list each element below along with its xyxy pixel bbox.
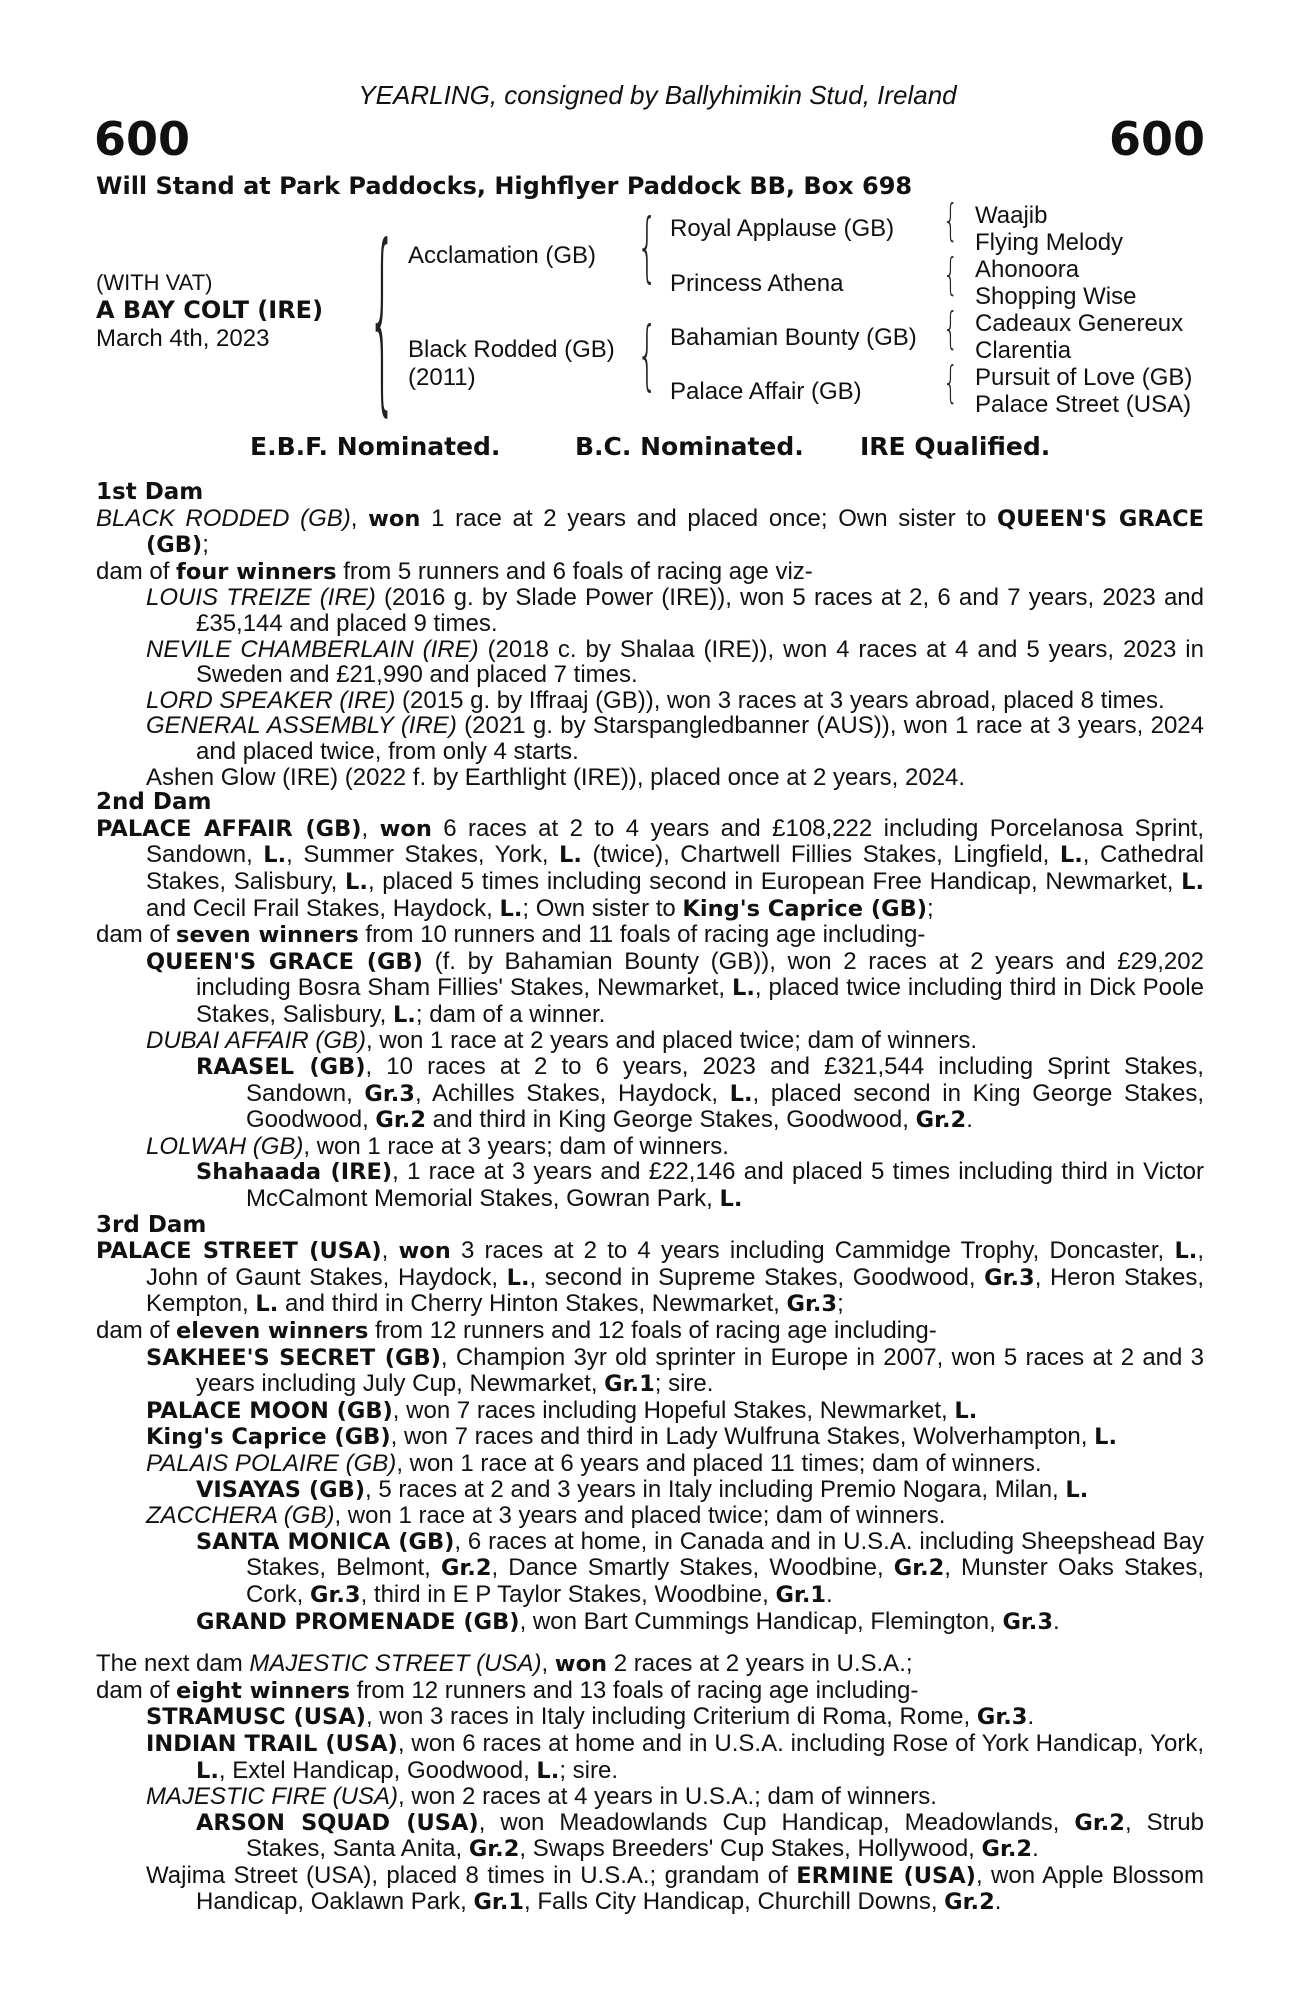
entry-line (96, 1609, 1204, 1636)
bold-text: PALACE MOON (GB) (146, 1397, 393, 1424)
bold-text: won (368, 505, 421, 532)
brace-g3-3: { (943, 304, 959, 355)
text-run: , (381, 1237, 399, 1265)
entry-line (96, 1704, 1204, 1731)
text-run: , won Apple Blossom Handicap, Oaklawn Park, (196, 1861, 1204, 1916)
bold-text: VISAYAS (GB) (196, 1476, 366, 1503)
bold-text: L. (1059, 842, 1083, 869)
entry-line (96, 1863, 1204, 1916)
entry-line (96, 585, 1204, 636)
bold-text: ERMINE (USA) (796, 1862, 976, 1889)
text-run: ; (927, 894, 934, 922)
pedigree-g3-4: Shopping Wise (975, 283, 1137, 310)
text-run: , won 3 races in Italy including Criterium di Roma, Rome, (365, 1703, 977, 1731)
text-run: and third in King George Stakes, Goodwood, (425, 1106, 916, 1134)
section-0 (96, 480, 1204, 790)
italic-text: NEVILE CHAMBERLAIN (IRE) (146, 635, 479, 663)
text-run: . (1027, 1703, 1035, 1731)
bold-text: Gr.2 (915, 1107, 967, 1134)
text-run: . (1053, 1607, 1060, 1635)
bold-text: Gr.2 (468, 1836, 520, 1863)
pedigree-sire-sire: Royal Applause (GB) (670, 215, 895, 242)
section-title: 2nd Dam (96, 789, 212, 816)
italic-text: DUBAI AFFAIR (GB) (146, 1027, 367, 1055)
bold-text: L. (1065, 1476, 1089, 1503)
text-run: ; sire. (559, 1756, 618, 1784)
pedigree-dam-sire: Bahamian Bounty (GB) (670, 324, 917, 351)
brace-g3-1: { (943, 196, 959, 247)
lot-number-right: 600 (1108, 112, 1205, 166)
bold-text: L. (954, 1397, 978, 1424)
text-run: (twice), Chartwell Fillies Stakes, Lingfield, (581, 841, 1060, 869)
text-run: , placed twice including third in Dick Poole Stakes, Salisbury, (196, 974, 1204, 1028)
nomination-ebf: E.B.F. Nominated. (250, 432, 501, 461)
entry-line (96, 922, 1204, 949)
entry-line (96, 1678, 1204, 1705)
bold-text: Gr.1 (473, 1889, 525, 1916)
entry-line (96, 1477, 1204, 1504)
bold-text: L. (559, 842, 582, 869)
text-run: ; (202, 531, 209, 559)
bold-text: QUEEN'S GRACE (GB) (146, 505, 1205, 559)
text-run: , (350, 504, 369, 532)
bold-text: L. (499, 895, 523, 922)
entry-line (96, 713, 1204, 764)
foaling-date: March 4th, 2023 (96, 325, 270, 352)
pedigree-g3-8: Palace Street (USA) (975, 391, 1192, 418)
text-run: , (541, 1650, 555, 1678)
text-run: , won 1 race at 2 years and placed twice; dam of winners. (366, 1027, 977, 1055)
bold-text: Gr.3 (786, 1291, 838, 1318)
entry-line (96, 688, 1204, 714)
entry-line (96, 1238, 1204, 1318)
entry-line (96, 1054, 1204, 1134)
pedigree-g3-6: Clarentia (975, 337, 1072, 364)
text-run: 1 race at 2 years and placed once; Own sister to (420, 504, 998, 532)
bold-text: SAKHEE'S SECRET (GB) (146, 1344, 441, 1371)
bold-text: Gr.1 (775, 1581, 827, 1608)
bold-text: Gr.3 (1002, 1608, 1053, 1635)
pedigree-g3-7: Pursuit of Love (GB) (975, 364, 1193, 391)
bold-text: STRAMUSC (USA) (146, 1704, 366, 1731)
bold-text: L. (1174, 1238, 1198, 1265)
text-run: , Cathedral Stakes, Salisbury, (146, 841, 1205, 895)
text-run: , 10 races at 2 to 6 years, 2023 and £321,544 including Sprint Stakes, Sandown, (246, 1053, 1204, 1107)
text-run: dam of (96, 921, 177, 949)
text-run: Wajima Street (USA), placed 8 times in U.S.A.; grandam of (146, 1861, 797, 1889)
text-run: , 5 races at 2 and 3 years in Italy including Premio Nogara, Milan, (365, 1475, 1066, 1503)
text-run: , John of Gaunt Stakes, Haydock, (146, 1237, 1204, 1291)
italic-text: MAJESTIC STREET (USA) (249, 1650, 542, 1678)
entry-line (96, 1810, 1204, 1863)
text-run: , Champion 3yr old sprinter in Europe in 2007, won 5 races at 2 and 3 years including July Cup, Newmarket, (196, 1343, 1204, 1398)
text-run: . (1032, 1835, 1039, 1863)
vat-note: (WITH VAT) (96, 270, 213, 295)
text-run: (2021 g. by Starspangledbanner (AUS)), won 1 race at 3 years, 2024 and placed twice, from only 4 starts. (196, 712, 1204, 765)
entry-line (96, 1651, 1204, 1678)
text-run: ; (837, 1290, 844, 1318)
bold-text: QUEEN'S GRACE (GB) (146, 948, 423, 975)
bold-text: L. (345, 868, 368, 895)
italic-text: LORD SPEAKER (IRE) (146, 686, 396, 714)
pedigree-sire: Acclamation (GB) (408, 242, 597, 269)
italic-text: MAJESTIC FIRE (USA) (146, 1783, 399, 1811)
text-run: . (826, 1580, 833, 1608)
entry-line (96, 506, 1204, 559)
catalogue-body (96, 480, 1204, 1916)
text-run: , won Meadowlands Cup Handicap, Meadowlands, (478, 1808, 1075, 1836)
italic-text: PALAIS POLAIRE (GB) (146, 1449, 397, 1477)
bold-text: INDIAN TRAIL (USA) (146, 1730, 398, 1757)
italic-text: LOLWAH (GB) (146, 1132, 304, 1160)
bold-text: L. (732, 975, 755, 1002)
text-run: , Munster Oaks Stakes, Cork, (246, 1554, 1205, 1608)
nomination-ire: IRE Qualified. (860, 432, 1051, 461)
pedigree-dam-dam: Palace Affair (GB) (670, 378, 862, 405)
bold-text: Gr.3 (310, 1581, 361, 1608)
text-run: , won 6 races at home and in U.S.A. including Rose of York Handicap, York, (397, 1729, 1204, 1757)
entry-line (96, 949, 1204, 1029)
entry-line (96, 1134, 1204, 1160)
brace-g3-2: { (943, 250, 959, 301)
consignment-line: YEARLING, consigned by Ballyhimikin Stud, Ireland (358, 80, 957, 110)
text-run: , won 1 race at 3 years and placed twice; dam of winners. (334, 1502, 946, 1530)
bold-text: Gr.3 (984, 1264, 1035, 1291)
bold-text: King's Caprice (GB) (682, 895, 928, 922)
entry-line (96, 1318, 1204, 1345)
entry-line (96, 637, 1204, 688)
text-run: (f. by Bahamian Bounty (GB)), won 2 races at 2 years and £29,202 including Bosra Sham Fillies' Stakes, Newmarket, (196, 947, 1204, 1002)
bold-text: Gr.2 (1074, 1809, 1125, 1836)
text-run: . (966, 1106, 973, 1134)
text-run: dam of (96, 557, 177, 585)
bold-text: L. (719, 1186, 743, 1213)
horse-name: A BAY COLT (IRE) (96, 296, 324, 324)
entry-line (96, 1529, 1204, 1609)
text-run: , placed 5 times including second in European Free Handicap, Newmarket, (367, 867, 1182, 895)
bold-text: Gr.2 (440, 1555, 492, 1582)
brace-g3-4: { (943, 358, 959, 409)
entry-line (96, 1398, 1204, 1425)
text-run: , Extel Handicap, Goodwood, (218, 1756, 537, 1784)
brace-main: { (368, 205, 397, 436)
entry-line (96, 559, 1204, 586)
bold-text: Shahaada (IRE) (196, 1159, 393, 1186)
section-1 (96, 790, 1204, 1213)
bold-text: L. (1094, 1424, 1117, 1451)
text-run: and third in Cherry Hinton Stakes, Newmarket, (278, 1290, 787, 1318)
text-run: , third in E P Taylor Stakes, Woodbine, (360, 1580, 776, 1608)
bold-text: PALACE STREET (USA) (96, 1238, 382, 1265)
text-run: , Heron Stakes, Kempton, (146, 1263, 1204, 1318)
entry-line (96, 1503, 1204, 1529)
text-run: , Achilles Stakes, Haydock, (414, 1079, 730, 1107)
bold-text: GRAND PROMENADE (GB) (196, 1608, 520, 1635)
text-run: and Cecil Frail Stakes, Haydock, (146, 894, 500, 922)
pedigree-g3-5: Cadeaux Genereux (975, 310, 1184, 337)
bold-text: won (398, 1238, 451, 1265)
bold-text: Gr.2 (944, 1889, 995, 1916)
bold-text: L. (263, 842, 287, 869)
bold-text: King's Caprice (GB) (146, 1424, 391, 1451)
stand-location: Will Stand at Park Paddocks, Highflyer Paddock BB, Box 698 (96, 172, 913, 200)
bold-text: ARSON SQUAD (USA) (196, 1809, 479, 1836)
text-run: Ashen Glow (IRE) (2022 f. by Earthlight (IRE)), placed once at 2 years, 2024. (146, 763, 966, 791)
text-run: , Summer Stakes, York, (286, 841, 560, 869)
text-run: , Dance Smartly Stakes, Woodbine, (491, 1554, 894, 1582)
bold-text: eight winners (176, 1677, 351, 1704)
text-run: , won 2 races at 4 years in U.S.A.; dam of winners. (398, 1783, 937, 1811)
text-run: , won 1 race at 3 years; dam of winners. (303, 1132, 729, 1160)
pedigree-sire-dam: Princess Athena (670, 270, 844, 297)
entry-line (96, 765, 1204, 791)
text-run: , Swaps Breeders' Cup Stakes, Hollywood, (519, 1835, 982, 1863)
section-title: 1st Dam (96, 479, 204, 505)
bold-text: Gr.3 (364, 1080, 415, 1107)
text-run: , placed second in King George Stakes, Goodwood, (246, 1079, 1204, 1134)
bold-text: SANTA MONICA (GB) (196, 1528, 455, 1555)
bold-text: L. (536, 1757, 560, 1784)
brace-sire: { (637, 204, 658, 292)
pedigree-dam: Black Rodded (GB) (408, 336, 615, 363)
bold-text: seven winners (176, 922, 359, 949)
text-run: The next dam (96, 1650, 250, 1678)
section-gap (96, 1635, 1204, 1651)
text-run: dam of (96, 1676, 177, 1704)
bold-text: Gr.3 (976, 1704, 1028, 1731)
bold-text: won (554, 1651, 608, 1678)
text-run: (2016 g. by Slade Power (IRE)), won 5 races at 2, 6 and 7 years, 2023 and £35,144 and placed 9 times. (196, 584, 1204, 637)
entry-line (96, 816, 1204, 922)
bold-text: PALACE AFFAIR (GB) (96, 815, 362, 842)
bold-text: won (379, 815, 432, 842)
text-run: , won 1 race at 6 years and placed 11 times; dam of winners. (396, 1449, 1042, 1477)
text-run: from 12 runners and 13 foals of racing age including- (350, 1676, 919, 1704)
entry-line (96, 1159, 1204, 1212)
pedigree-dam-year: (2011) (408, 364, 476, 391)
text-run: , won 7 races and third in Lady Wulfruna Stakes, Wolverhampton, (390, 1423, 1095, 1451)
text-run: , Strub Stakes, Santa Anita, (246, 1808, 1204, 1863)
bold-text: eleven winners (176, 1318, 369, 1344)
brace-dam: { (637, 312, 658, 400)
text-run: ; dam of a winner. (415, 1000, 606, 1028)
entry-line (96, 1345, 1204, 1398)
section-3 (96, 1635, 1204, 1916)
bold-text: L. (1181, 868, 1204, 895)
bold-text: L. (392, 1001, 416, 1028)
entry-line (96, 1028, 1204, 1054)
pedigree-g3-2: Flying Melody (975, 229, 1124, 256)
entry-line (96, 1424, 1204, 1451)
bold-text: Gr.2 (981, 1836, 1033, 1863)
italic-text: ZACCHERA (GB) (146, 1502, 335, 1530)
lot-number-left: 600 (94, 112, 191, 166)
pedigree-g3-3: Ahonoora (975, 256, 1080, 283)
text-run: , 6 races at home, in Canada and in U.S.A. including Sheepshead Bay Stakes, Belmont, (246, 1527, 1204, 1582)
entry-line (96, 1451, 1204, 1477)
text-run: 2 races at 2 years in U.S.A.; (607, 1650, 913, 1678)
section-title: 3rd Dam (96, 1211, 207, 1238)
text-run: from 10 runners and 11 foals of racing age including- (358, 921, 926, 949)
text-run: , won 7 races including Hopeful Stakes, Newmarket, (392, 1396, 955, 1424)
pedigree-g3-1: Waajib (975, 202, 1048, 229)
text-run: from 5 runners and 6 foals of racing age viz- (336, 557, 813, 585)
bold-text: L. (506, 1264, 530, 1291)
italic-text: LOUIS TREIZE (IRE) (146, 584, 376, 612)
bold-text: Gr.2 (893, 1555, 945, 1582)
italic-text: GENERAL ASSEMBLY (IRE) (146, 712, 457, 740)
text-run: , won Bart Cummings Handicap, Flemington, (519, 1607, 1003, 1635)
text-run: , 1 race at 3 years and £22,146 and placed 5 times including third in Victor McCalmont Memorial Stakes, Gowran Park, (246, 1158, 1204, 1213)
text-run: ; sire. (654, 1370, 714, 1398)
text-run: from 12 runners and 12 foals of racing age including- (368, 1317, 937, 1344)
entry-line (96, 1784, 1204, 1810)
italic-text: BLACK RODDED (GB) (96, 504, 351, 532)
bold-text: Gr.2 (375, 1107, 426, 1134)
text-run: , Falls City Handicap, Churchill Downs, (524, 1888, 945, 1916)
text-run: (2018 c. by Shalaa (IRE)), won 4 races at 4 and 5 years, 2023 in Sweden and £21,990 and placed 7 times. (196, 635, 1204, 689)
bold-text: L. (729, 1080, 753, 1107)
text-run: . (994, 1888, 1002, 1916)
bold-text: Gr.1 (604, 1371, 655, 1398)
text-run: , second in Supreme Stakes, Goodwood, (529, 1263, 985, 1291)
text-run: 3 races at 2 to 4 years including Cammidge Trophy, Doncaster, (450, 1237, 1175, 1265)
nomination-bc: B.C. Nominated. (575, 432, 804, 461)
text-run: dam of (96, 1317, 177, 1344)
text-run: 6 races at 2 to 4 years and £108,222 including Porcelanosa Sprint, Sandown, (146, 814, 1204, 869)
section-2 (96, 1213, 1204, 1636)
bold-text: L. (196, 1757, 219, 1784)
text-run: ; Own sister to (522, 894, 683, 922)
text-run: (2015 g. by Iffraaj (GB)), won 3 races at 3 years abroad, placed 8 times. (395, 686, 1165, 714)
bold-text: L. (255, 1291, 279, 1318)
bold-text: four winners (176, 558, 337, 585)
entry-line (96, 1731, 1204, 1784)
text-run: , (361, 814, 380, 842)
bold-text: RAASEL (GB) (196, 1054, 366, 1081)
